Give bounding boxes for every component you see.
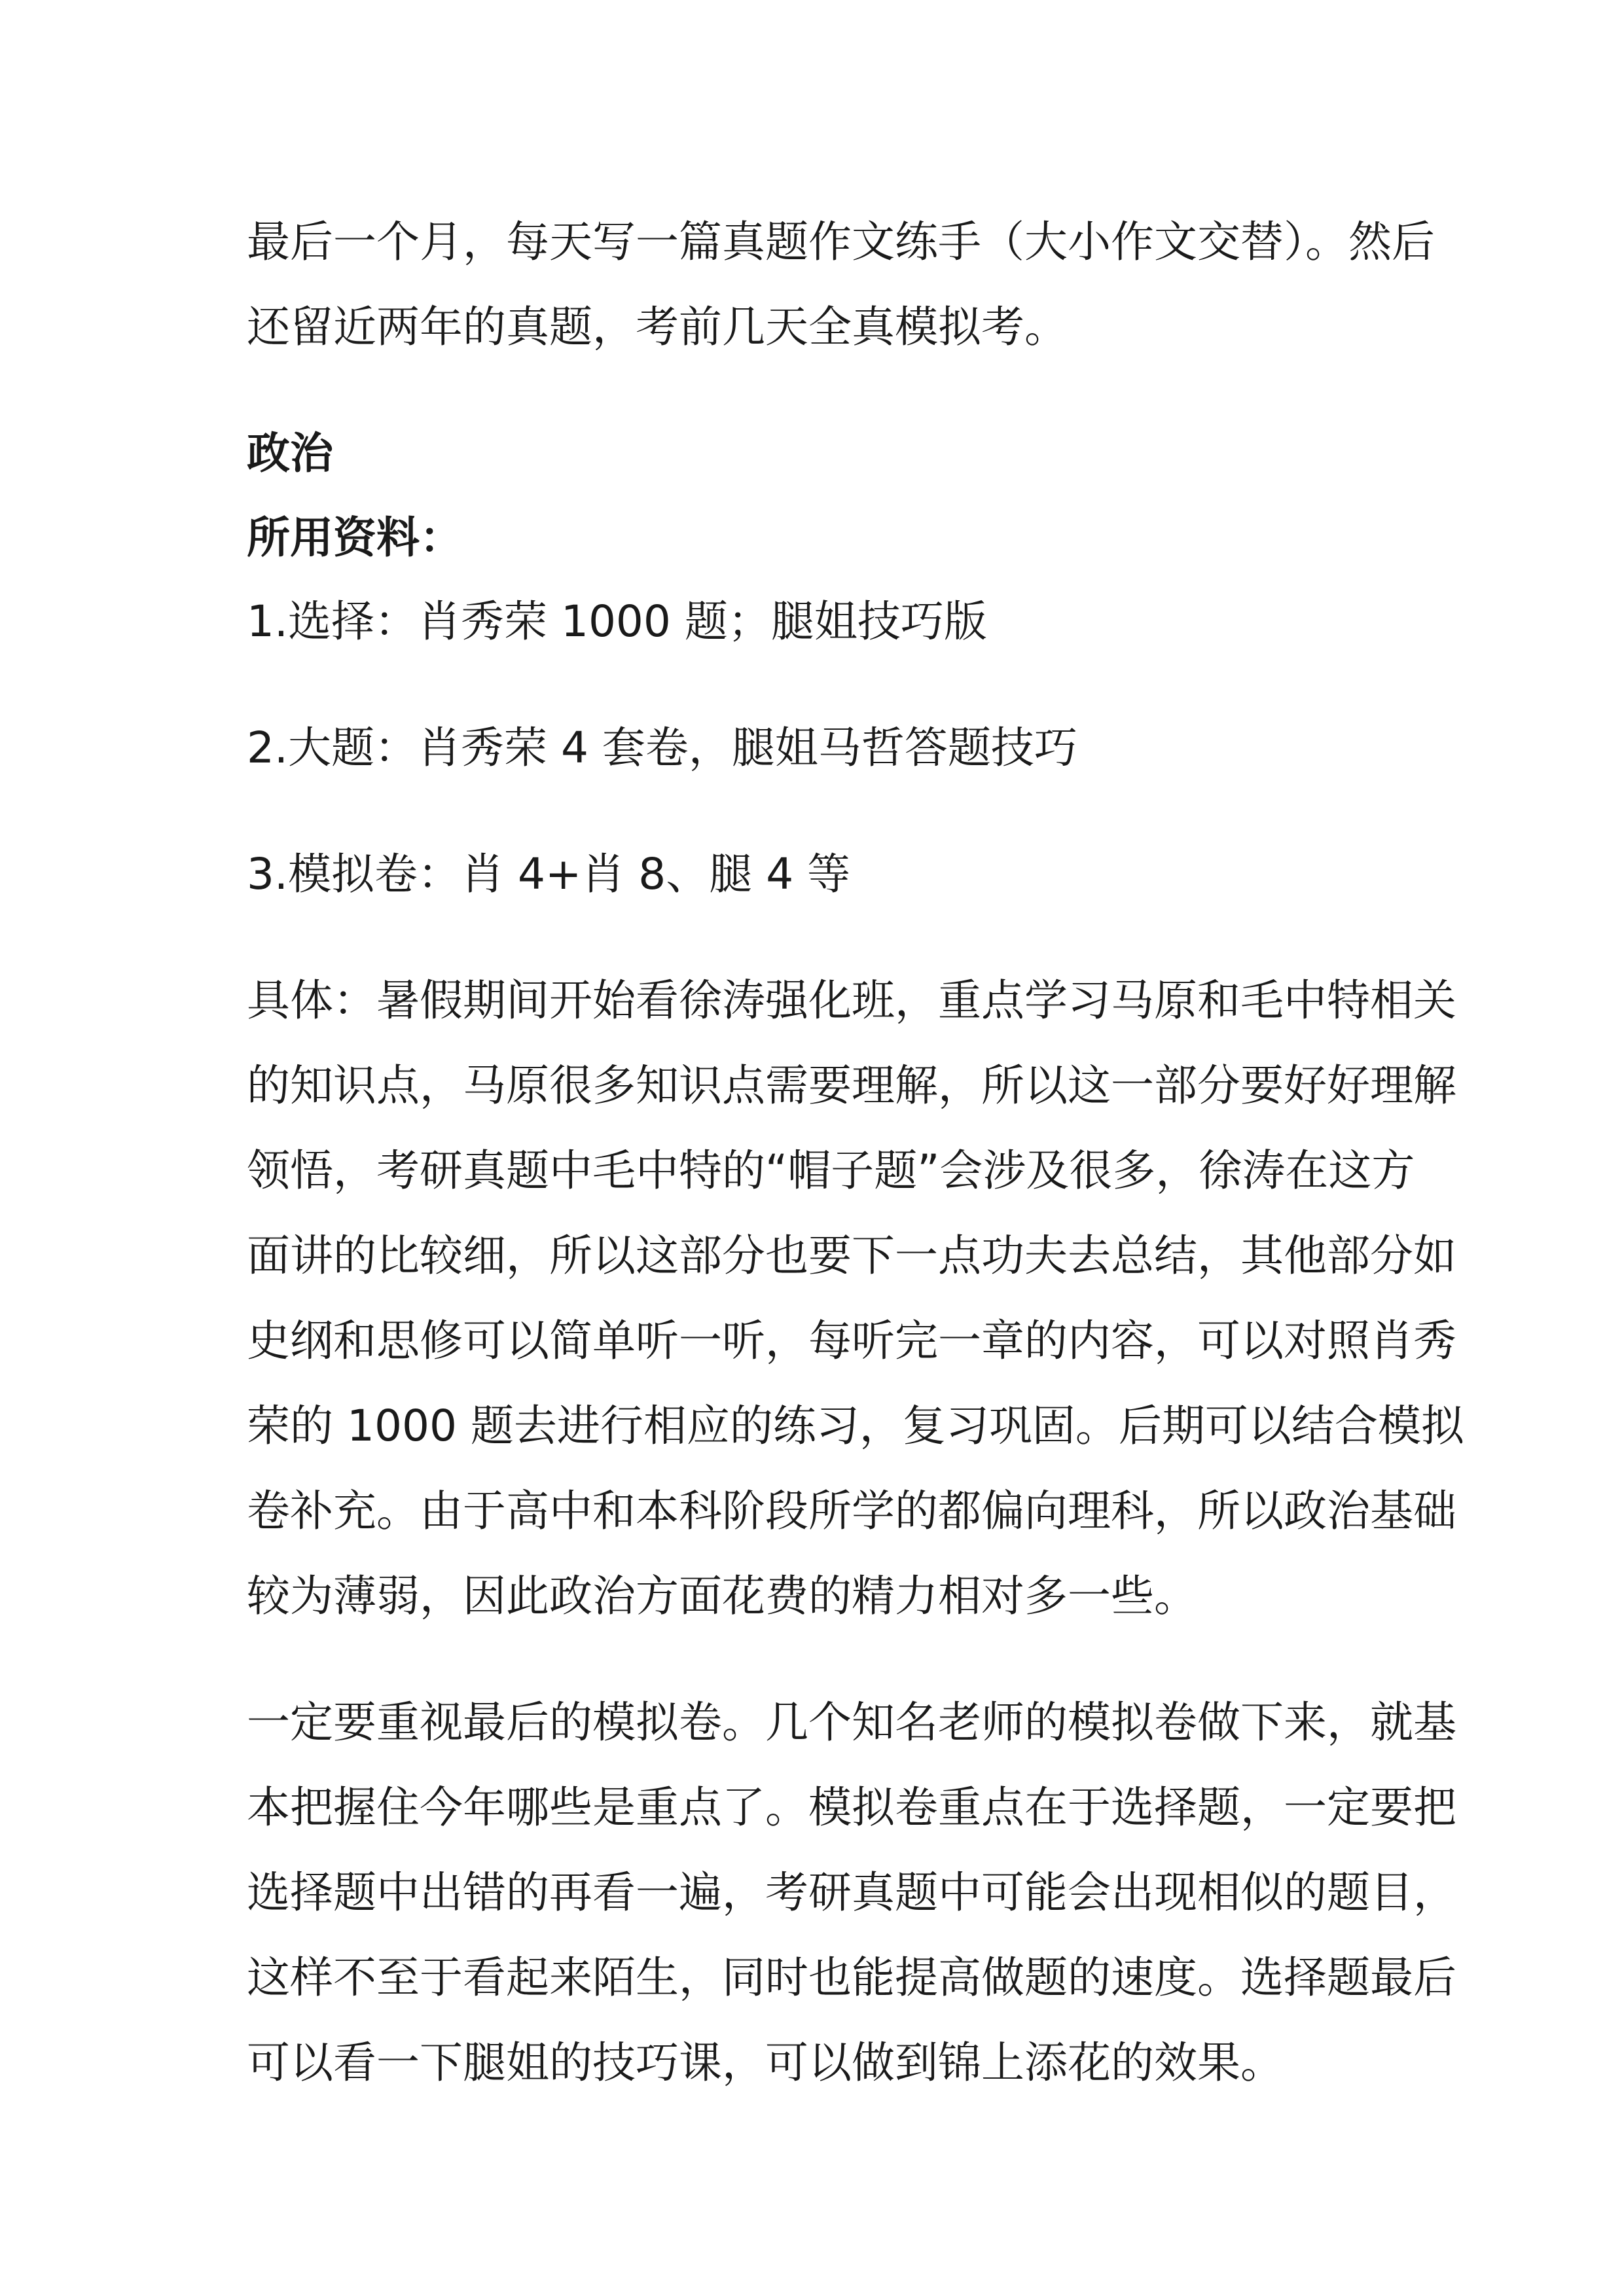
materials-item-1: 1.选择：肖秀荣 1000 题；腿姐技巧版 [247,596,987,647]
mock-line-1: 一定要重视最后的模拟卷。几个知名老师的模拟卷做下来，就基 [247,1697,1456,1748]
detail-line-7: 卷补充。由于高中和本科阶段所学的都偏向理科，所以政治基础 [247,1486,1456,1536]
detail-line-2: 的知识点，马原很多知识点需要理解，所以这一部分要好好理解 [247,1060,1456,1111]
section-heading-politics: 政治 [247,428,333,478]
intro-line-1: 最后一个月，每天写一篇真题作文练手（大小作文交替）。然后 [247,217,1435,267]
intro-line-2: 还留近两年的真题，考前几天全真模拟考。 [247,302,1068,352]
mock-line-2: 本把握住今年哪些是重点了。模拟卷重点在于选择题，一定要把 [247,1782,1456,1833]
detail-line-8: 较为薄弱，因此政治方面花费的精力相对多一些。 [247,1571,1197,1621]
detail-line-1: 具体：暑假期间开始看徐涛强化班，重点学习马原和毛中特相关 [247,975,1456,1026]
materials-item-2: 2.大题：肖秀荣 4 套卷，腿姐马哲答题技巧 [247,723,1077,773]
detail-line-4: 面讲的比较细，所以这部分也要下一点功夫去总结，其他部分如 [247,1230,1456,1281]
materials-label: 所用资料： [247,512,463,563]
mock-line-5: 可以看一下腿姐的技巧课，可以做到锦上添花的效果。 [247,2037,1284,2088]
detail-line-5: 史纲和思修可以简单听一听，每听完一章的内容，可以对照肖秀 [247,1316,1456,1366]
detail-line-3: 领悟，考研真题中毛中特的“帽子题”会涉及很多，徐涛在这方 [247,1145,1415,1196]
materials-item-3: 3.模拟卷：肖 4+肖 8、腿 4 等 [247,849,851,899]
detail-line-6: 荣的 1000 题去进行相应的练习，复习巩固。后期可以结合模拟 [247,1401,1464,1451]
mock-line-4: 这样不至于看起来陌生，同时也能提高做题的速度。选择题最后 [247,1952,1456,2003]
mock-line-3: 选择题中出错的再看一遍，考研真题中可能会出现相似的题目， [247,1867,1456,1918]
